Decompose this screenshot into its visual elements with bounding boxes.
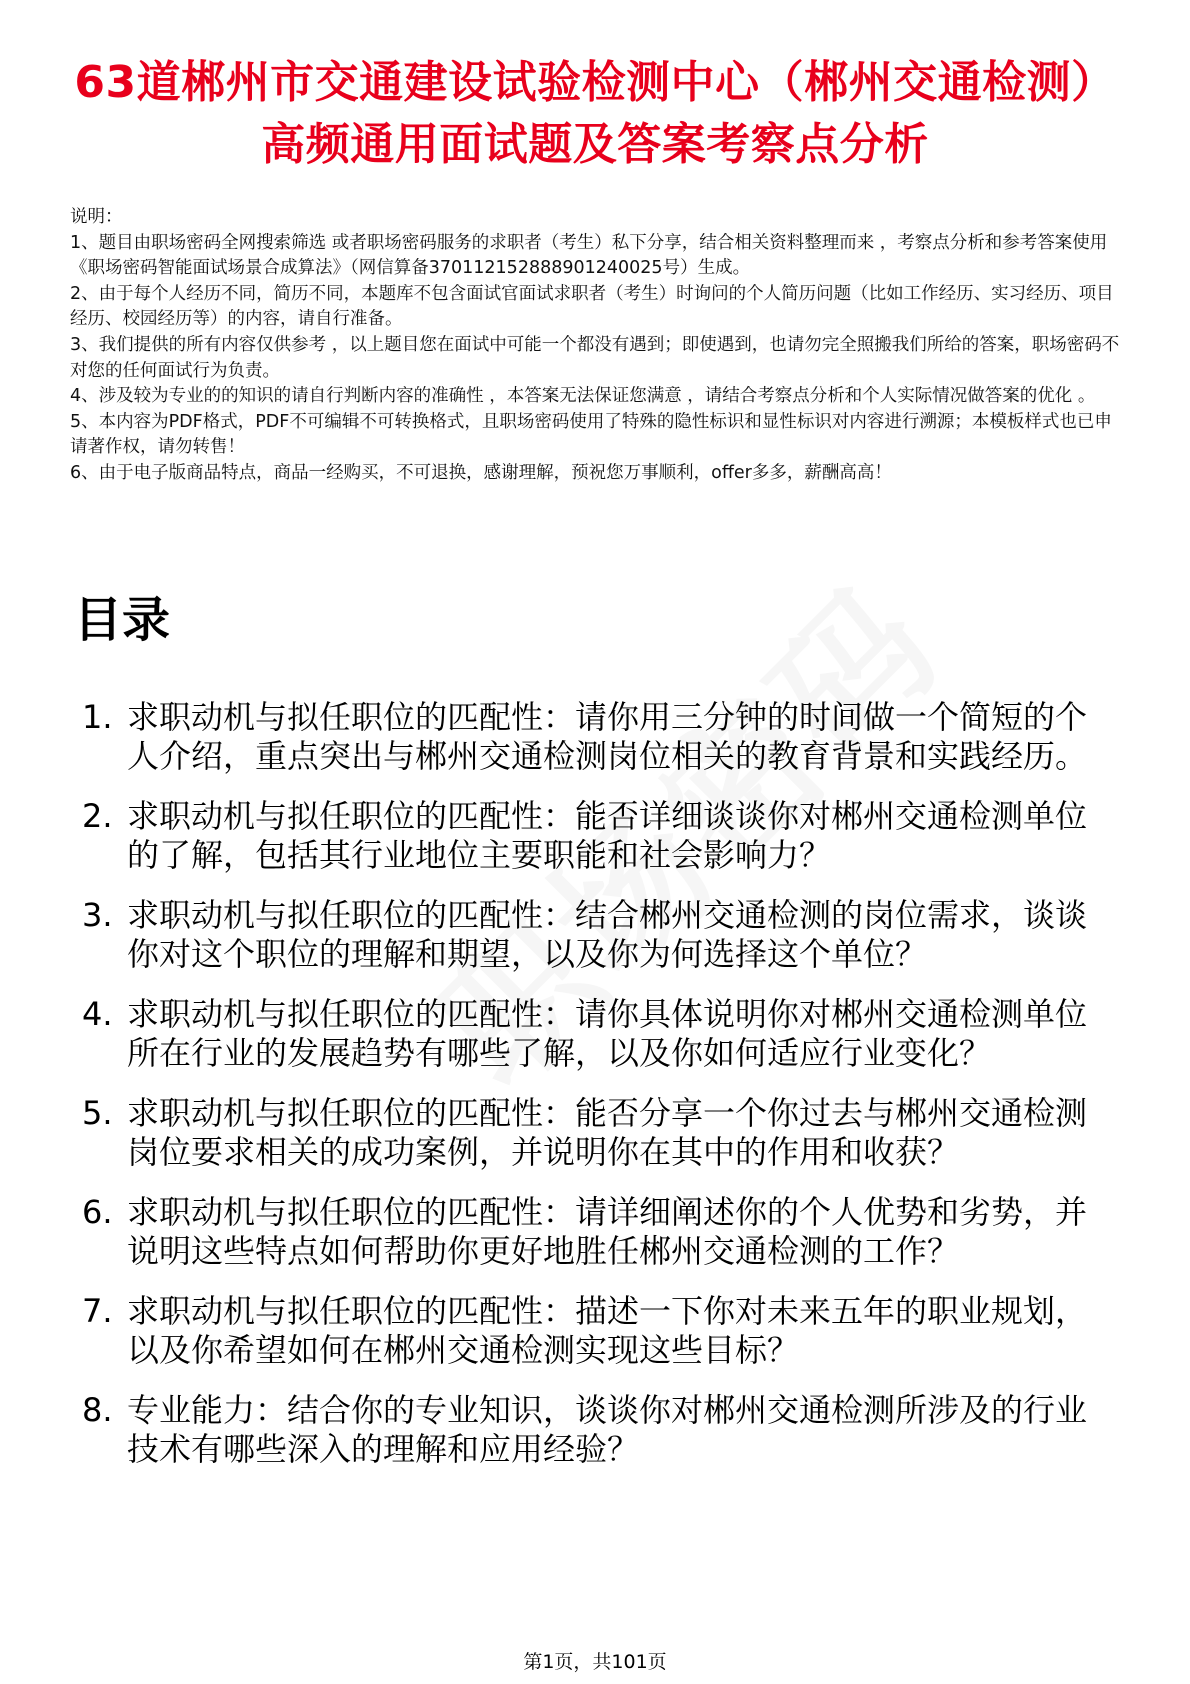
- notes-section: [70, 205, 1120, 487]
- note-item: 3、我们提供的所有内容仅供参考 ，以上题目您在面试中可能一个都没有遇到；即使遇到，也请勿完全照搬我们所给的答案，职场密码不对您的任何面试行为负责。: [70, 334, 1120, 381]
- toc-item-number: 4.: [82, 995, 113, 1033]
- toc-item-text: 求职动机与拟任职位的匹配性：请你具体说明你对郴州交通检测单位所在行业的发展趋势有哪些了解，以及你如何适应行业变化？: [127, 995, 1088, 1072]
- toc-item[interactable]: [72, 995, 1112, 1073]
- page-footer: 第1页，共101页: [523, 1651, 667, 1673]
- toc-item-number: 2.: [82, 797, 113, 835]
- toc-item[interactable]: [72, 1391, 1112, 1469]
- note-item: 2、由于每个人经历不同，简历不同，本题库不包含面试官面试求职者（考生）时询问的个人简历问题（比如工作经历、实习经历、项目经历、校园经历等）的内容，请自行准备。: [70, 283, 1114, 330]
- toc-item-number: 1.: [82, 698, 113, 736]
- toc-item[interactable]: [72, 1094, 1112, 1172]
- toc-item-number: 3.: [82, 896, 113, 934]
- toc-item[interactable]: [72, 896, 1112, 974]
- toc-item-number: 5.: [82, 1094, 113, 1132]
- notes-heading: 说明：: [70, 207, 123, 227]
- toc-item[interactable]: [72, 1193, 1112, 1271]
- toc-heading: 目录: [74, 592, 171, 648]
- toc-item-text: 求职动机与拟任职位的匹配性：能否详细谈谈你对郴州交通检测单位的了解，包括其行业地位主要职能和社会影响力？: [127, 797, 1088, 874]
- toc-item-number: 7.: [82, 1292, 113, 1330]
- note-item: 6、由于电子版商品特点，商品一经购买，不可退换，感谢理解，预祝您万事顺利，offer多多，薪酬高高！: [70, 462, 892, 483]
- note-item: 1、题目由职场密码全网搜索筛选 或者职场密码服务的求职者（考生）私下分享，结合相关资料整理而来 ，考察点分析和参考答案使用《职场密码智能面试场景合成算法》（网信算备370112152888901240025号）生成。: [70, 232, 1108, 279]
- toc-item-text: 求职动机与拟任职位的匹配性：能否分享一个你过去与郴州交通检测岗位要求相关的成功案例，并说明你在其中的作用和收获？: [127, 1094, 1088, 1171]
- document-title: 63道郴州市交通建设试验检测中心（郴州交通检测）高频通用面试题及答案考察点分析: [74, 57, 1116, 170]
- toc-item-text: 专业能力：结合你的专业知识，谈谈你对郴州交通检测所涉及的行业技术有哪些深入的理解和应用经验？: [127, 1391, 1088, 1468]
- note-item: 4、涉及较为专业的的知识的请自行判断内容的准确性 ，本答案无法保证您满意 ，请结合考察点分析和个人实际情况做答案的优化 。: [70, 386, 1096, 407]
- toc-list: [72, 698, 1112, 1490]
- toc-item-text: 求职动机与拟任职位的匹配性：结合郴州交通检测的岗位需求，谈谈你对这个职位的理解和期望，以及你为何选择这个单位？: [127, 896, 1088, 973]
- toc-item-text: 求职动机与拟任职位的匹配性：请你用三分钟的时间做一个简短的个人介绍，重点突出与郴州交通检测岗位相关的教育背景和实践经历。: [127, 698, 1088, 775]
- toc-item-text: 求职动机与拟任职位的匹配性：请详细阐述你的个人优势和劣势，并说明这些特点如何帮助你更好地胜任郴州交通检测的工作？: [127, 1193, 1088, 1270]
- toc-item-text: 求职动机与拟任职位的匹配性：描述一下你对未来五年的职业规划，以及你希望如何在郴州交通检测实现这些目标？: [127, 1292, 1088, 1369]
- toc-item[interactable]: [72, 797, 1112, 875]
- toc-item-number: 6.: [82, 1193, 113, 1231]
- note-item: 5、本内容为PDF格式，PDF不可编辑不可转换格式，且职场密码使用了特殊的隐性标识和显性标识对内容进行溯源；本模板样式也已申请著作权，请勿转售！: [70, 411, 1112, 458]
- toc-item[interactable]: [72, 1292, 1112, 1370]
- toc-item[interactable]: [72, 698, 1112, 776]
- toc-item-number: 8.: [82, 1391, 113, 1429]
